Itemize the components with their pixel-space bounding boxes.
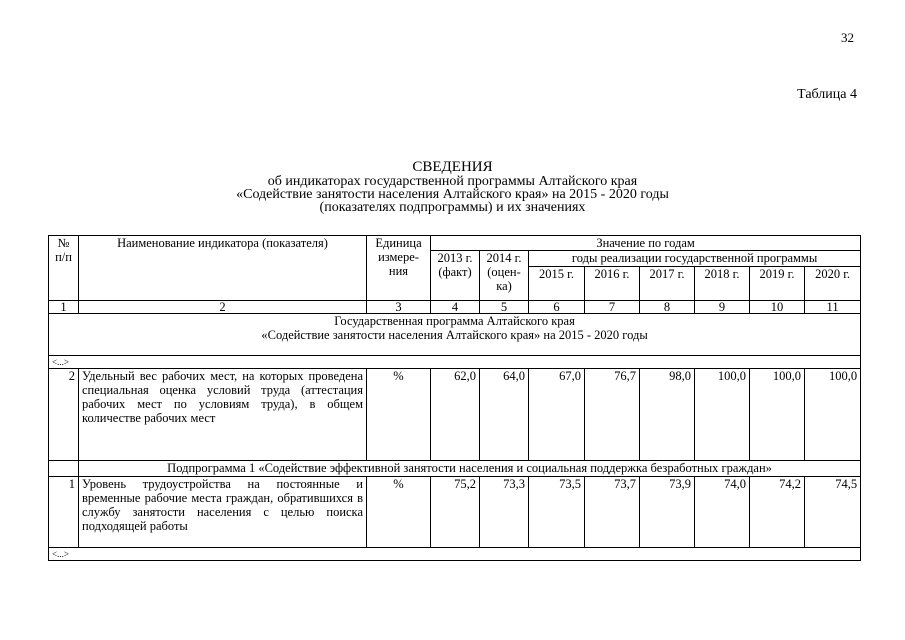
header-year-2014: 2014 г. (оцен-ка) [480,251,529,301]
value-2015: 67,0 [529,369,585,461]
document-title [0,160,905,214]
value-2016: 73,7 [585,477,640,548]
unit: % [367,369,431,461]
header-unit: Единица измере-ния [367,236,431,301]
indicator-name: Уровень трудоустройства на постоянные и временные рабочие места граждан, обратившихся в службу занятости населения с целью поиска подходящей работы [79,477,367,548]
value-2014: 73,3 [480,477,529,548]
column-number: 11 [805,301,861,314]
column-number: 4 [431,301,480,314]
title-line-1: об индикаторах государственной программы Алтайского края [267,174,638,189]
program-section-row [49,314,861,356]
omitted-rows-marker [49,548,861,561]
value-2018: 74,0 [695,477,750,548]
column-number: 9 [695,301,750,314]
header-year-2015: 2015 г. [529,267,585,301]
value-2013: 62,0 [431,369,480,461]
indicators-table [48,235,861,561]
header-program-years: годы реализации государственной программы [529,251,861,267]
program-section-line-2: «Содействие занятости населения Алтайского края» на 2015 - 2020 годы [261,328,648,342]
value-2018: 100,0 [695,369,750,461]
column-number: 1 [49,301,79,314]
omitted-rows-marker [49,356,861,369]
title-line-2: «Содействие занятости населения Алтайского края» на 2015 - 2020 годы [236,187,669,202]
indicator-name: Удельный вес рабочих мест, на которых проведена специальная оценка условий труда (аттестация рабочих мест по условиям труда), в общем количестве рабочих мест [79,369,367,461]
program-section-line-1: Государственная программа Алтайского края [334,314,575,328]
table-row [49,477,861,548]
row-number: 2 [49,369,79,461]
unit: % [367,477,431,548]
header-year-2016: 2016 г. [585,267,640,301]
header-values-by-year: Значение по годам [431,236,861,251]
table-label: Таблица 4 [797,87,857,102]
column-number: 8 [640,301,695,314]
title-line-3: (показателях подпрограммы) и их значениях [319,200,586,215]
table-row [49,369,861,461]
value-2019: 100,0 [750,369,805,461]
header-year-2017: 2017 г. [640,267,695,301]
header-year-2020: 2020 г. [805,267,861,301]
program-section-title [49,314,861,356]
value-2017: 98,0 [640,369,695,461]
column-numbers-row [49,301,861,314]
page-number: 32 [841,30,854,45]
value-2020: 74,5 [805,477,861,548]
value-2013: 75,2 [431,477,480,548]
header-year-2019: 2019 г. [750,267,805,301]
row-number: 1 [49,477,79,548]
column-number: 5 [480,301,529,314]
value-2016: 76,7 [585,369,640,461]
subprogram-section-row [49,461,861,477]
value-2020: 100,0 [805,369,861,461]
column-number: 2 [79,301,367,314]
column-number: 7 [585,301,640,314]
column-number: 6 [529,301,585,314]
title-heading: СВЕДЕНИЯ [412,159,493,175]
column-number: 3 [367,301,431,314]
column-number: 10 [750,301,805,314]
header-number: № п/п [49,236,79,301]
value-2017: 73,9 [640,477,695,548]
value-2015: 73,5 [529,477,585,548]
header-indicator-name: Наименование индикатора (показателя) [79,236,367,301]
value-2014: 64,0 [480,369,529,461]
value-2019: 74,2 [750,477,805,548]
ellipsis-text: <...> [49,356,861,369]
ellipsis-text: <...> [49,548,861,561]
header-year-2013: 2013 г. (факт) [431,251,480,301]
header-year-2018: 2018 г. [695,267,750,301]
subprogram-title: Подпрограмма 1 «Содействие эффективной занятости населения и социальная поддержка безработных граждан» [79,461,861,477]
